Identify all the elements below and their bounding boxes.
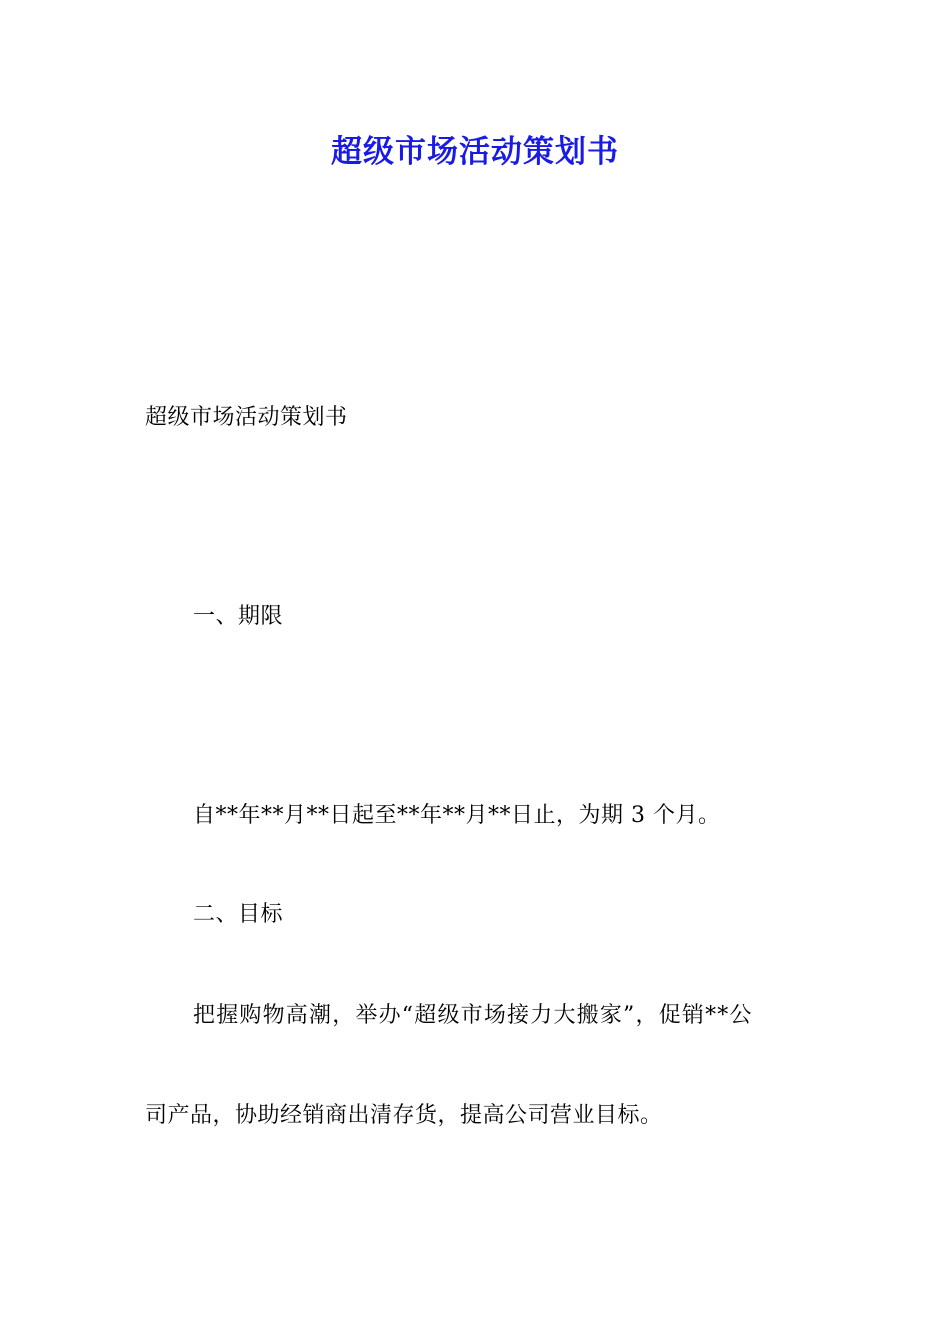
section-text-period: 自**年**月**日起至**年**月**日止，为期 3 个月。 [193, 803, 721, 828]
section-heading-goal: 二、目标 [193, 902, 284, 927]
document-subtitle: 超级市场活动策划书 [145, 405, 348, 430]
section-text-goal-line1: 把握购物高潮，举办“超级市场接力大搬家”，促销**公 [193, 1003, 753, 1028]
document-title: 超级市场活动策划书 [331, 134, 619, 170]
section-heading-period: 一、期限 [193, 604, 284, 629]
section-text-goal-line2: 司产品，协助经销商出清存货，提高公司营业目标。 [145, 1103, 663, 1128]
